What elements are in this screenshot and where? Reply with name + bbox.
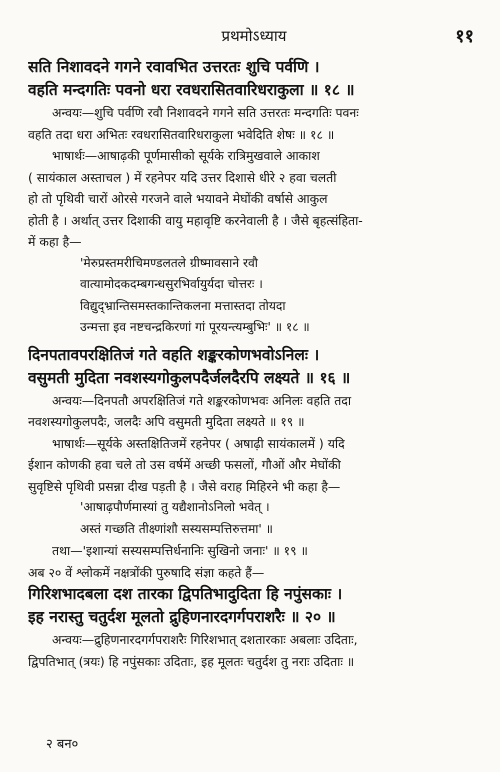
- text-line: 'आषाढ़पौर्णमास्यां तु यद्यैशानोऽनिलो भवेत् ।: [80, 500, 270, 514]
- text-line: तथा—'इशान्यां सस्यसम्पत्तिर्धनानिः सुखिनो जनाः' ॥ १९ ॥: [52, 543, 308, 558]
- text-line: 'मेरुप्रस्तमरीचिमण्डलतले ग्रीष्मावसाने रवौ: [80, 255, 258, 270]
- text-line: वात्यामोदकदम्बगन्धसुरभिर्वायुर्यदा चोत्तरः ।: [80, 277, 263, 291]
- text-line: भाषार्थः—सूर्यके अस्तक्षितिजमें रहनेपर ( अषाढ़ी सायंकालमें ) यदि: [52, 435, 345, 451]
- text-line: भाषार्थः—आषाढ़की पूर्णमासीको सूर्यके रात्रिमुखवाले आकाश: [52, 148, 320, 163]
- text-line: अन्वयः—द्रुहिणनारदगर्गपराशरैः गिरिशभात् दशतारकाः अबलाः उदिताः,: [52, 632, 358, 647]
- text-line: विद्युद्भ्रान्तिसमस्तकान्तिकलना मत्तास्तदा तोयदा: [80, 298, 286, 313]
- text-line: अन्वयः—शुचि पर्वणि रवौ निशावदने गगने सति उत्तरतः मन्दगतिः पवनः: [52, 105, 359, 120]
- page-number: ११: [455, 26, 474, 47]
- text-line: ( सायंकाल अस्ताचल ) में रहनेपर यदि उत्तर दिशासे धीरे २ हवा चलती: [28, 169, 337, 185]
- text-line: द्विपतिभात् (त्रयः) हि नपुंसकाः उदिताः, इह मूलतः चतुर्दश तु नराः उदिताः ॥: [28, 653, 355, 669]
- text-line: अब २० वें श्लोकमें नक्षत्रोंकी पुरुषादि संज्ञा कहते हैं—: [28, 564, 265, 580]
- text-line: सति निशावदने गगने रवावभित उत्तरतः शुचि पर्वणि ।: [28, 58, 320, 76]
- text-line: अस्तं गच्छति तीक्ष्णांशौ सस्यसम्पत्तिरुत्तमा' ॥: [80, 521, 273, 536]
- text-line: इह नरास्तु चतुर्दश मूलतो द्रुहिणनारदगर्गपराशरैः ॥ २० ॥: [28, 608, 336, 626]
- text-line: ईशान कोणकी हवा चले तो उस वर्षमें अच्छी फसलों, गौओं और मेघोंकी: [28, 457, 341, 472]
- footer-signature: २ बन०: [46, 737, 79, 752]
- page-header: [28, 26, 480, 56]
- text-line: वहति मन्दगतिः पवनो धरा रवधरासितवारिधराकुला ॥ १८ ॥: [28, 81, 355, 99]
- text-body: [28, 56, 480, 672]
- text-line: होती है । अर्थात् उत्तर दिशाकी वायु महावृष्टि करनेवाली है । जैसे बृहत्संहिता-: [28, 212, 363, 228]
- text-line: सुवृष्टिसे पृथिवी प्रसन्ना दीख पड़ती है । जैसे वराह मिहिरने भी कहा है—: [28, 478, 341, 494]
- text-line: में कहा है—: [28, 234, 82, 249]
- text-line: वसुमती मुदिता नवशस्यगोकुलपदैर्जलदैरपि लक्ष्यते ॥ १६ ॥: [28, 368, 351, 387]
- text-line: गिरिशभादबला दश तारका द्विपतिभादुदिता हि नपुंसकाः ।: [28, 585, 343, 603]
- text-line: वहति तदा धरा अभितः रवधरासितवारिधराकुला भवेदिति शेषः ॥ १८ ॥: [28, 126, 335, 142]
- text-line: उन्मत्ता इव नष्टचन्द्रकिरणां गां पूरयन्त्यम्बुभिः' ॥ १८ ॥: [80, 320, 310, 334]
- text-line: नवशस्यगोकुलपदैः, जलदैः अपि वसुमती मुदिता लक्ष्यते ॥ १९ ॥: [28, 414, 305, 429]
- text-line: हो तो पृथिवी चारों ओरसे गरजने वाले भयावने मेघोंकी वर्षासे आकुल: [28, 191, 328, 206]
- chapter-title: प्रथमोऽध्याय: [221, 27, 287, 45]
- text-line: अन्वयः—दिनपतौ अपरक्षितिजं गते शङ्करकोणभवः अनिलः वहति तदा: [52, 392, 352, 408]
- text-line: दिनपतावपरक्षितिजं गते वहति शङ्करकोणभवोऽनिलः ।: [28, 345, 320, 364]
